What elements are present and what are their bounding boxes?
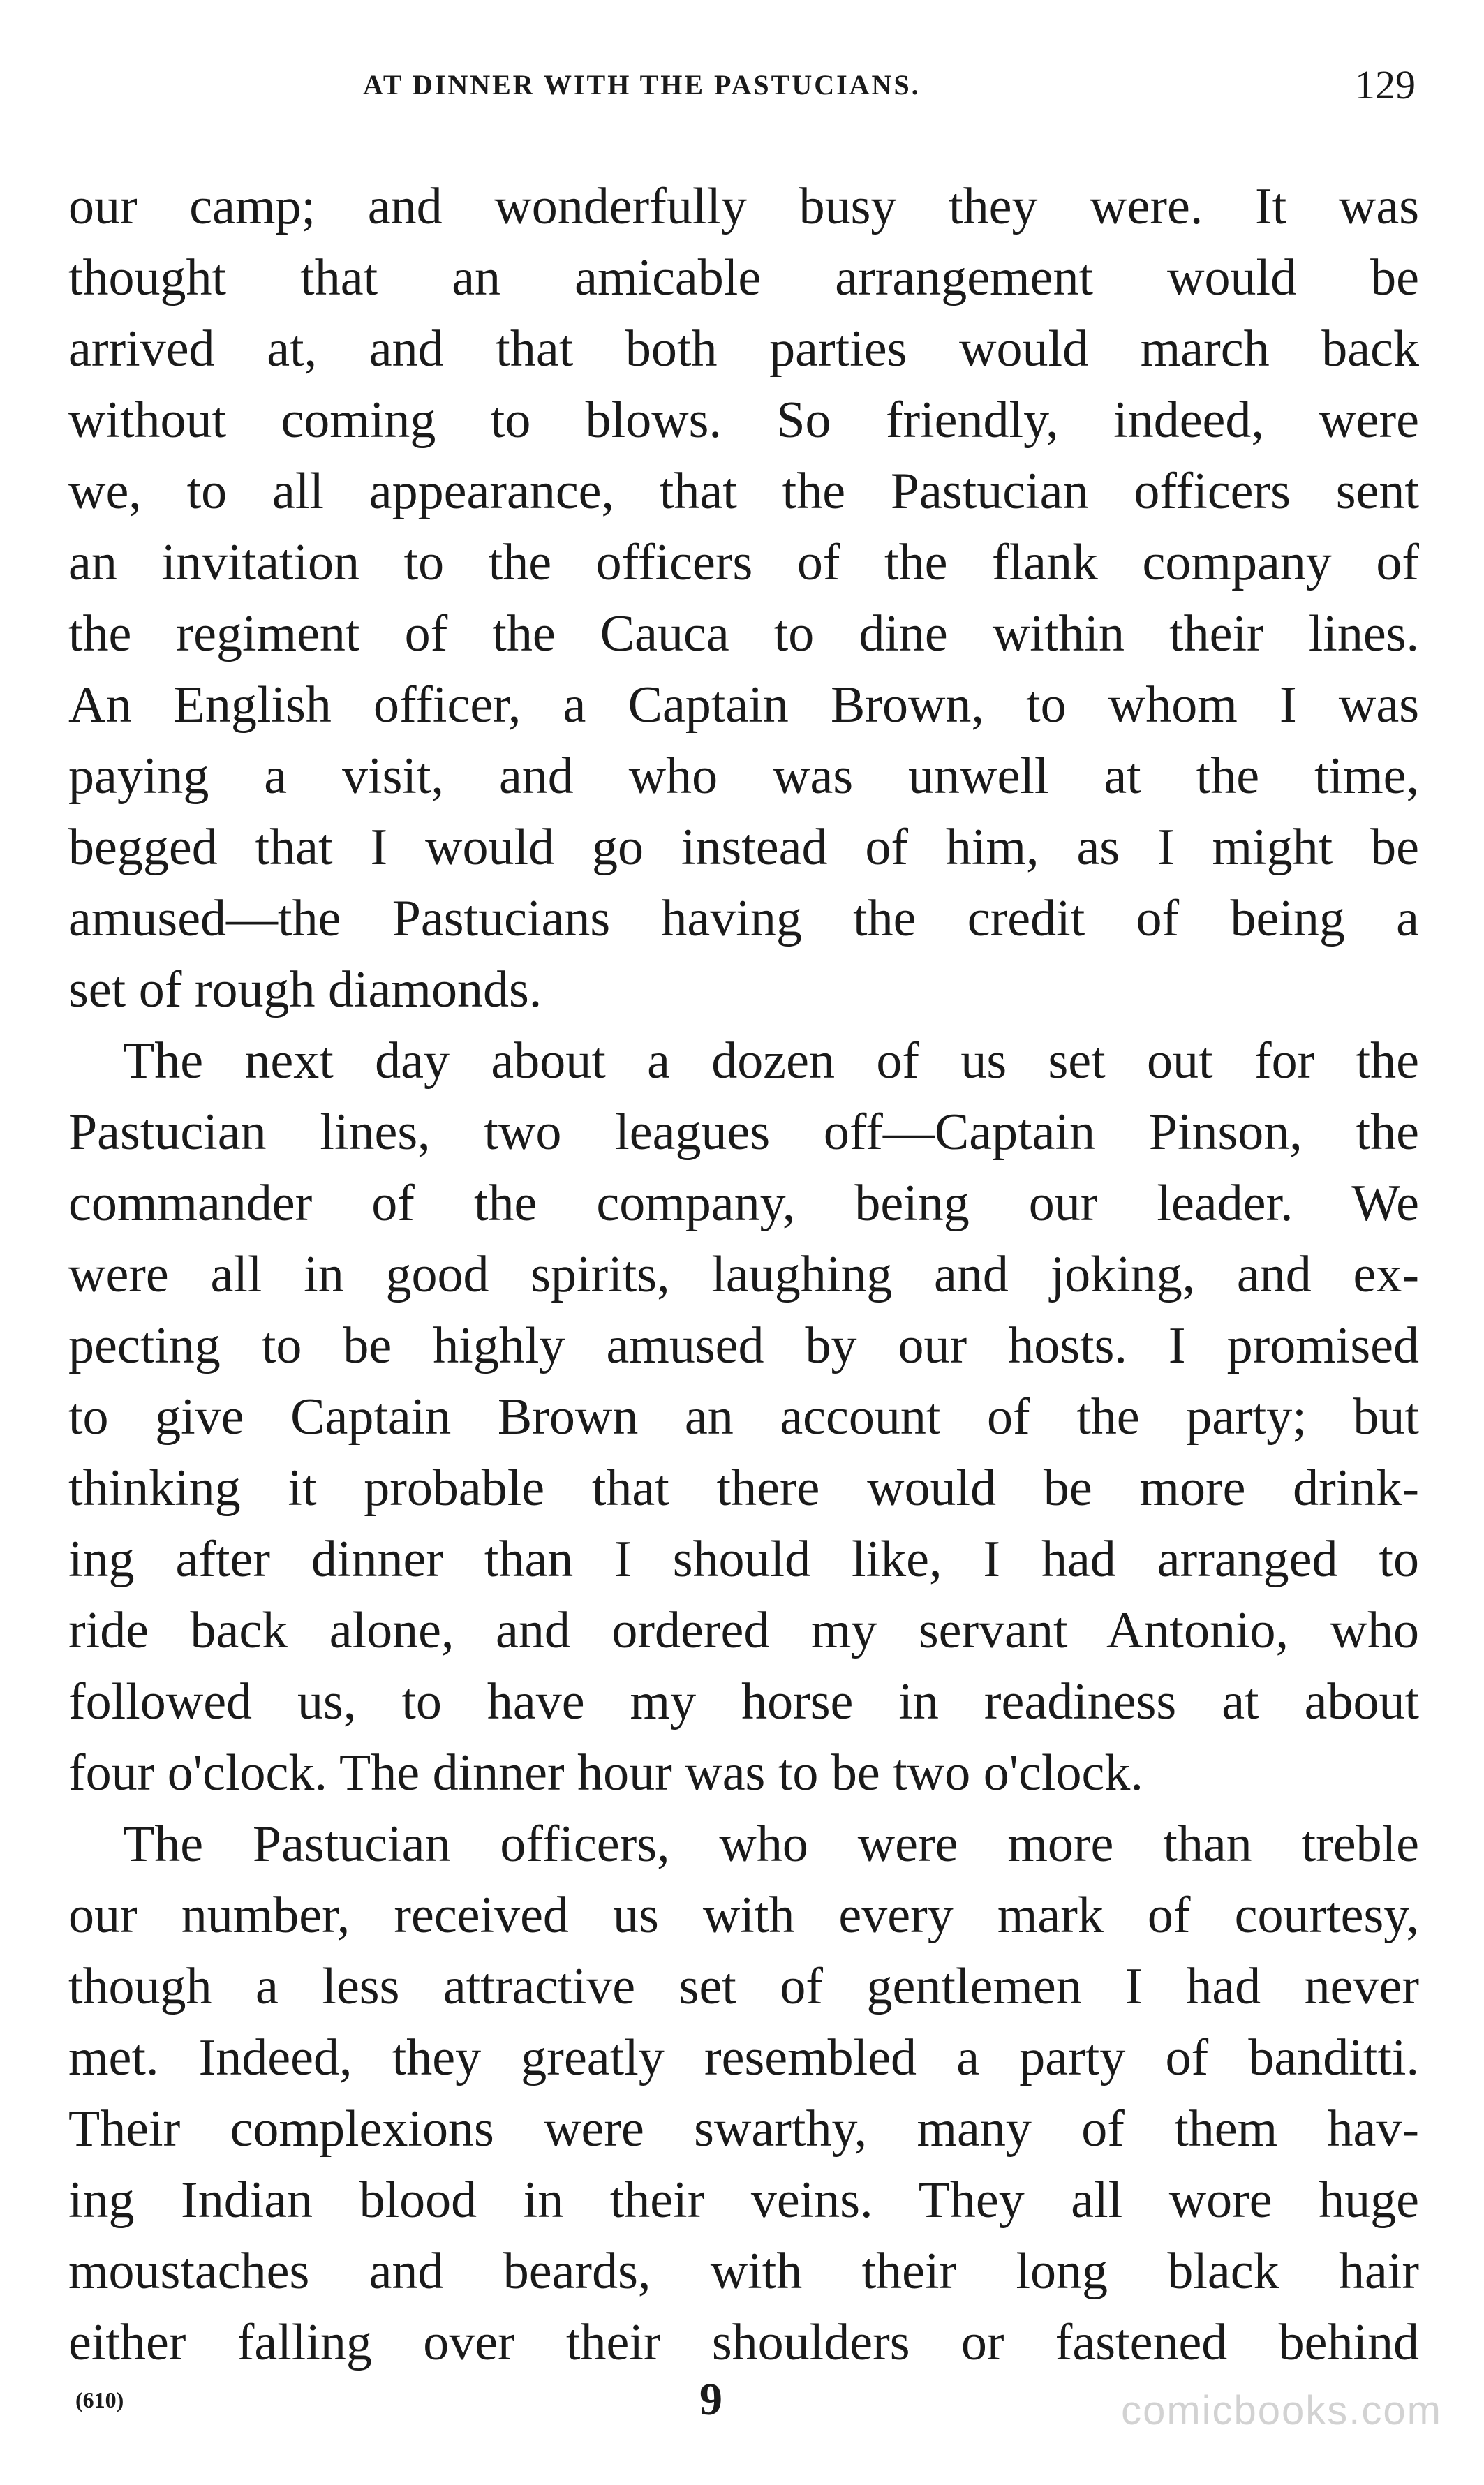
- page-number: 129: [1355, 62, 1416, 107]
- text-line: thinking it probable that there would be more drink-: [68, 1460, 1419, 1517]
- text-line: met. Indeed, they greatly resembled a party of banditti.: [68, 2029, 1419, 2086]
- page-footer: [0, 2373, 1484, 2457]
- text-line: either falling over their shoulders or fastened behind: [68, 2314, 1419, 2371]
- text-line: four o'clock. The dinner hour was to be two o'clock.: [68, 1744, 1143, 1802]
- text-line: Pastucian lines, two leagues off—Captain Pinson, the: [68, 1104, 1419, 1161]
- text-line: The next day about a dozen of us set out for the: [123, 1032, 1419, 1090]
- text-line: set of rough diamonds.: [68, 961, 542, 1018]
- text-line: we, to all appearance, that the Pastucian officers sent: [68, 463, 1419, 520]
- text-line: ing Indian blood in their veins. They all wore huge: [68, 2172, 1419, 2229]
- text-line: the regiment of the Cauca to dine within their lines.: [68, 605, 1419, 662]
- text-line: Their complexions were swarthy, many of them hav-: [68, 2100, 1419, 2158]
- text-line: though a less attractive set of gentlemen I had never: [68, 1958, 1419, 2015]
- text-line: ing after dinner than I should like, I had arranged to: [68, 1531, 1419, 1588]
- running-head: [0, 61, 1484, 117]
- text-line: to give Captain Brown an account of the party; but: [68, 1388, 1419, 1446]
- text-line: followed us, to have my horse in readiness at about: [68, 1673, 1419, 1730]
- text-line: commander of the company, being our leader. We: [68, 1175, 1419, 1232]
- text-line: our number, received us with every mark of courtesy,: [68, 1887, 1419, 1944]
- text-line: moustaches and beards, with their long black hair: [68, 2243, 1419, 2300]
- text-line: paying a visit, and who was unwell at the time,: [68, 748, 1419, 805]
- signature-mark: 9: [699, 2374, 722, 2425]
- text-line: The Pastucian officers, who were more than treble: [123, 1816, 1419, 1873]
- text-line: our camp; and wonderfully busy they were. It was: [68, 178, 1419, 235]
- text-line: pecting to be highly amused by our hosts. I promised: [68, 1317, 1419, 1374]
- running-title: AT DINNER WITH THE PASTUCIANS.: [363, 69, 921, 101]
- body-text: [68, 171, 1419, 2378]
- text-line: ride back alone, and ordered my servant Antonio, who: [68, 1602, 1419, 1659]
- text-line: begged that I would go instead of him, as I might be: [68, 819, 1419, 876]
- text-line: were all in good spirits, laughing and joking, and ex-: [68, 1246, 1419, 1303]
- watermark: comicbooks.com: [1121, 2388, 1442, 2433]
- text-line: without coming to blows. So friendly, indeed, were: [68, 392, 1419, 449]
- print-code: (610): [75, 2387, 124, 2412]
- text-line: an invitation to the officers of the flank company of: [68, 534, 1419, 591]
- text-line: thought that an amicable arrangement would be: [68, 249, 1419, 306]
- text-line: arrived at, and that both parties would march back: [68, 320, 1419, 378]
- text-line: amused—the Pastucians having the credit of being a: [68, 890, 1419, 947]
- text-line: An English officer, a Captain Brown, to whom I was: [68, 676, 1419, 734]
